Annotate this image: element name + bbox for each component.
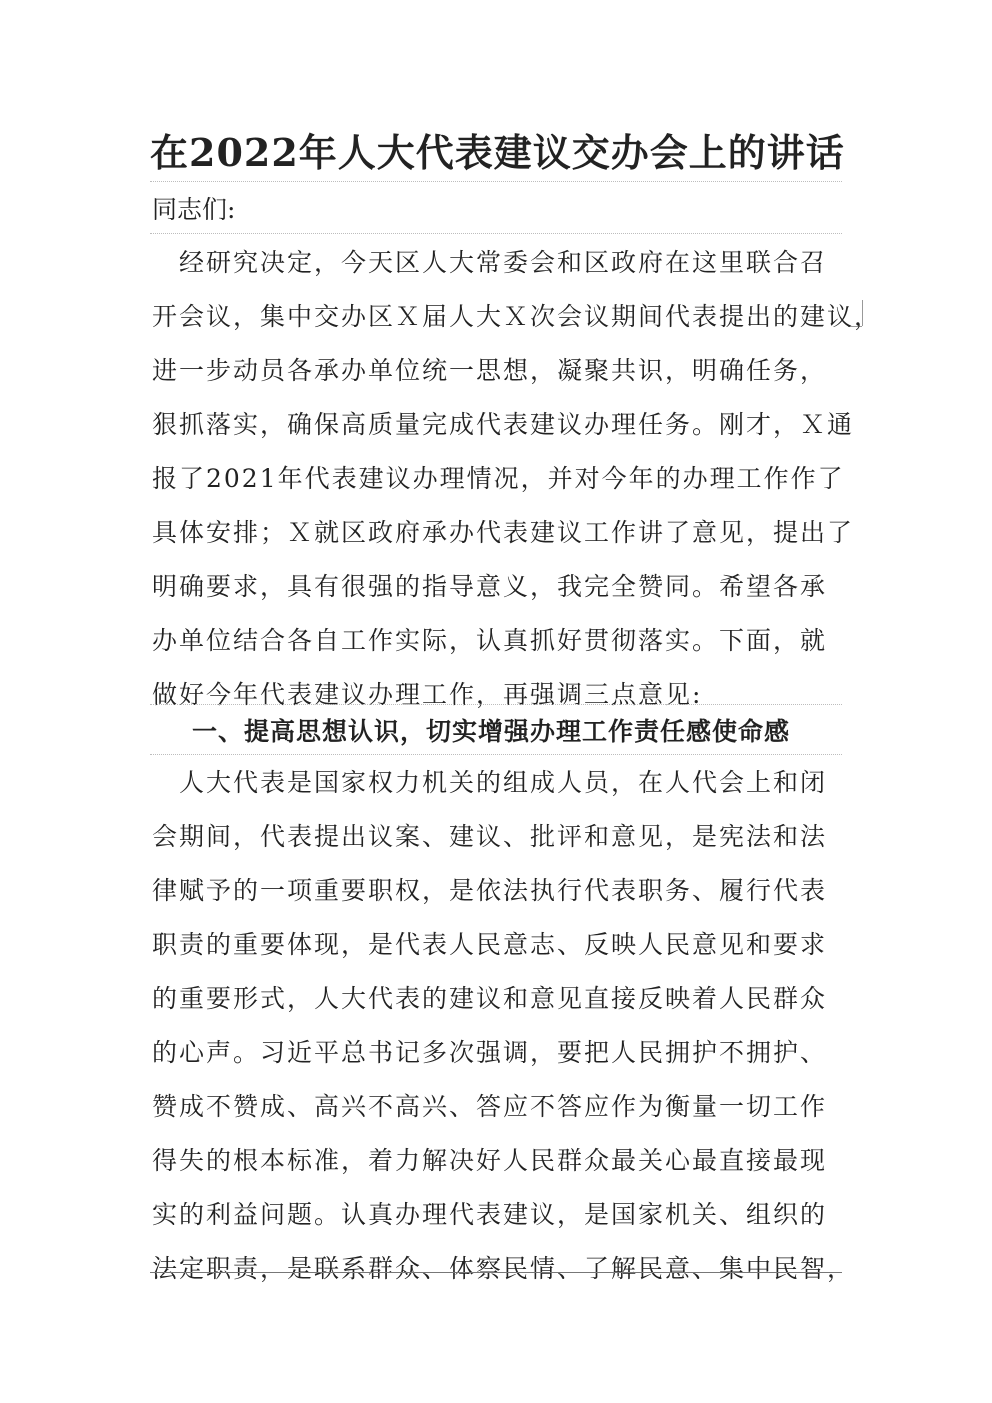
paragraph-line: 狠抓落实，确保高质量完成代表建议办理任务。刚才，Ｘ通 (152, 410, 855, 439)
paragraph-line: 的心声。习近平总书记多次强调，要把人民拥护不拥护、 (152, 1038, 828, 1067)
paragraph-line: 开会议，集中交办区Ｘ届人大Ｘ次会议期间代表提出的建议， (152, 302, 882, 331)
paragraph-line: 人大代表是国家权力机关的组成人员，在人代会上和闭 (152, 768, 828, 797)
paragraph-line: 职责的重要体现，是代表人民意志、反映人民意见和要求 (152, 930, 828, 959)
paragraph-line: 经研究决定，今天区人大常委会和区政府在这里联合召 (152, 248, 828, 277)
section-heading: 一、提高思想认识，切实增强办理工作责任感使命感 (192, 717, 791, 746)
title-divider (150, 181, 842, 182)
paragraph-line: 报了2021年代表建议办理情况，并对今年的办理工作作了 (152, 464, 845, 493)
document-title: 在2022年人大代表建议交办会上的讲话 (150, 130, 845, 175)
paragraph-line: 律赋予的一项重要职权，是依法执行代表职务、履行代表 (152, 876, 828, 905)
intro-divider (150, 704, 842, 705)
paragraph-line: 法定职责，是联系群众、体察民情、了解民意、集中民智， (152, 1254, 855, 1283)
paragraph-line: 做好今年代表建议办理工作，再强调三点意见: (152, 680, 703, 709)
paragraph-line: 会期间，代表提出议案、建议、批评和意见，是宪法和法 (152, 822, 828, 851)
intro-paragraph (152, 236, 882, 722)
paragraph-line: 明确要求，具有很强的指导意义，我完全赞同。希望各承 (152, 572, 828, 601)
paragraph-line: 的重要形式，人大代表的建议和意见直接反映着人民群众 (152, 984, 828, 1013)
paragraph-line: 进一步动员各承办单位统一思想，凝聚共识，明确任务， (152, 356, 828, 385)
paragraph-line: 实的利益问题。认真办理代表建议，是国家机关、组织的 (152, 1200, 828, 1229)
paragraph-line: 得失的根本标准，着力解决好人民群众最关心最直接最现 (152, 1146, 828, 1175)
salutation-divider (150, 233, 842, 234)
heading-divider (150, 754, 842, 755)
section1-paragraph (152, 756, 855, 1296)
page-bottom-rule (150, 1272, 842, 1273)
paragraph-line: 具体安排；Ｘ就区政府承办代表建议工作讲了意见，提出了 (152, 518, 855, 547)
paragraph-line: 办单位结合各自工作实际，认真抓好贯彻落实。下面，就 (152, 626, 828, 655)
salutation: 同志们: (152, 195, 236, 224)
paragraph-line: 赞成不赞成、高兴不高兴、答应不答应作为衡量一切工作 (152, 1092, 828, 1121)
